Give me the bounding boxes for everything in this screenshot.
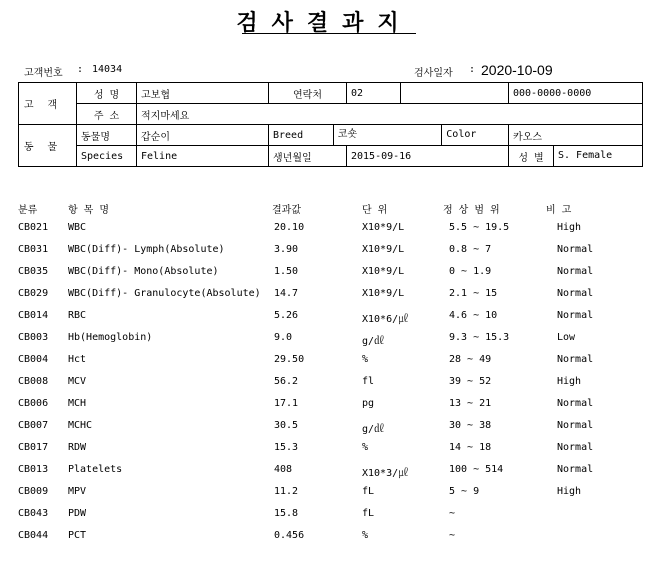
result-code: CB029 [18,288,49,299]
customer-section-label: 고객 [19,83,77,125]
result-code: CB008 [18,376,49,387]
patient-info-table [18,82,643,167]
result-code: CB021 [18,222,49,233]
result-code: CB017 [18,442,49,453]
page-title: 검사결과지 [236,11,413,36]
result-note: Normal [557,310,594,321]
result-value: 1.50 [274,266,299,277]
result-code: CB004 [18,354,49,365]
result-item: WBC(Diff)- Granulocyte(Absolute) [68,288,261,299]
result-unit: X10*9/L [362,266,405,277]
sex-label: 성 별 [518,152,544,164]
animal-name-value: 갑순이 [137,125,269,146]
result-code: CB006 [18,398,49,409]
header-note: 비 고 [546,205,572,216]
result-value: 56.2 [274,376,299,387]
result-code: CB044 [18,530,49,541]
result-code: CB007 [18,420,49,431]
birth-label: 생년월일 [269,146,347,167]
result-code: CB031 [18,244,49,255]
result-code: CB003 [18,332,49,343]
result-unit: X10*9/L [362,288,405,299]
exam-date-value: 2020-10-09 [481,62,553,78]
result-range: 9.3 ~ 15.3 [449,332,510,343]
address-label: 주 소 [77,104,137,125]
result-item: WBC [68,222,87,233]
result-range: 5.5 ~ 19.5 [449,222,510,233]
result-value: 11.2 [274,486,299,497]
color-label: Color [441,125,508,145]
result-note: Normal [557,398,594,409]
result-item: MCHC [68,420,93,431]
result-unit: X10*9/L [362,244,405,255]
result-unit: fL [362,486,375,497]
result-range: 2.1 ~ 15 [449,288,498,299]
result-value: 20.10 [274,222,305,233]
result-range: 30 ~ 38 [449,420,492,431]
species-label: Species [77,146,137,167]
result-note: Normal [557,420,594,431]
result-range: 5 ~ 9 [449,486,480,497]
customer-number-value: 14034 [92,64,123,75]
result-range: 28 ~ 49 [449,354,492,365]
result-code: CB043 [18,508,49,519]
exam-date-label: 검사일자 [414,68,453,79]
result-note: High [557,376,582,387]
result-note: Normal [557,288,594,299]
header-range: 정 상 범 위 [443,205,500,216]
result-item: WBC(Diff)- Lymph(Absolute) [68,244,225,255]
result-value: 15.8 [274,508,299,519]
result-unit: % [362,530,369,541]
result-item: PCT [68,530,87,541]
exam-date-sep: : [469,64,476,75]
result-item: PDW [68,508,87,519]
result-note: Normal [557,266,594,277]
header-unit: 단 위 [362,205,388,216]
result-item: MCH [68,398,87,409]
breed-cell [269,125,509,146]
result-unit: X10*3/㎕ [362,468,409,479]
header-category: 분류 [18,205,38,216]
result-unit: g/㎗ [362,424,385,435]
customer-number-sep: : [77,64,84,75]
contact-label: 연락처 [269,83,347,104]
title-underline [242,33,416,34]
breed-label: Breed [273,129,304,141]
animal-name-label: 동물명 [77,125,137,146]
result-range: 4.6 ~ 10 [449,310,498,321]
result-item: WBC(Diff)- Mono(Absolute) [68,266,219,277]
result-unit: % [362,442,369,453]
header-value: 결과값 [272,205,301,216]
result-value: 17.1 [274,398,299,409]
result-code: CB014 [18,310,49,321]
result-unit: pg [362,398,375,409]
contact-value: 02 [347,83,401,104]
result-range: 13 ~ 21 [449,398,492,409]
result-value: 3.90 [274,244,299,255]
result-value: 9.0 [274,332,293,343]
header-item: 항 목 명 [68,205,110,216]
result-item: Hct [68,354,87,365]
color-value: 카오스 [509,125,643,146]
name-label: 성 명 [77,83,137,104]
species-value: Feline [137,146,269,167]
breed-value: 코숏 [333,125,442,145]
result-item: RBC [68,310,87,321]
sex-cell [509,146,643,167]
result-unit: % [362,354,369,365]
phone-value: 000-0000-0000 [509,83,643,104]
result-unit: g/㎗ [362,336,385,347]
result-range: ~ [449,508,456,519]
result-note: High [557,222,582,233]
result-value: 29.50 [274,354,305,365]
result-range: 14 ~ 18 [449,442,492,453]
result-range: ~ [449,530,456,541]
animal-section-label: 동물 [19,125,77,167]
result-value: 30.5 [274,420,299,431]
sex-value: S. Female [553,146,642,166]
result-value: 408 [274,464,293,475]
result-item: RDW [68,442,87,453]
result-range: 100 ~ 514 [449,464,504,475]
contact-blank [401,83,509,104]
result-unit: fL [362,508,375,519]
result-code: CB035 [18,266,49,277]
result-range: 0.8 ~ 7 [449,244,492,255]
result-unit: X10*9/L [362,222,405,233]
name-value: 고보협 [137,83,269,104]
result-range: 39 ~ 52 [449,376,492,387]
result-item: Platelets [68,464,123,475]
result-code: CB009 [18,486,49,497]
result-value: 0.456 [274,530,305,541]
result-note: High [557,486,582,497]
result-note: Normal [557,442,594,453]
address-value: 적지마세요 [137,104,643,125]
result-item: Hb(Hemoglobin) [68,332,153,343]
result-item: MCV [68,376,87,387]
result-value: 15.3 [274,442,299,453]
result-note: Normal [557,244,594,255]
result-value: 5.26 [274,310,299,321]
result-note: Low [557,332,576,343]
result-item: MPV [68,486,87,497]
result-code: CB013 [18,464,49,475]
result-value: 14.7 [274,288,299,299]
customer-number-label: 고객번호 [24,68,63,79]
result-note: Normal [557,354,594,365]
result-unit: fl [362,376,375,387]
result-range: 0 ~ 1.9 [449,266,492,277]
result-note: Normal [557,464,594,475]
birth-value: 2015-09-16 [347,146,509,167]
result-unit: X10*6/㎕ [362,314,409,325]
